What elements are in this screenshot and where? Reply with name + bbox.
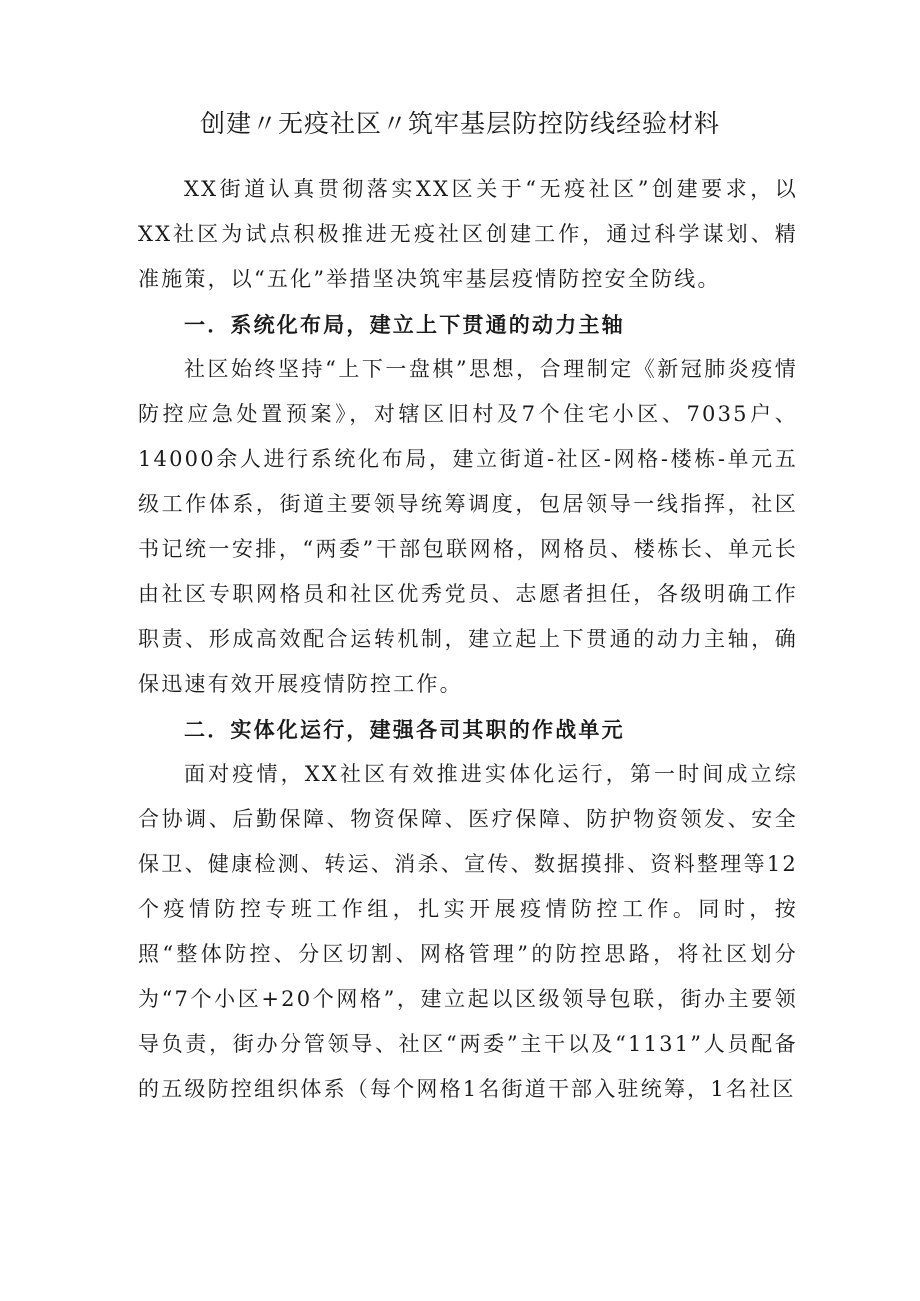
document-body	[138, 167, 798, 1112]
section-1-paragraph: 社区始终坚持“上下一盘棋”思想，合理制定《新冠肺炎疫情防控应急处置预案》，对辖区旧村及7个住宅小区、7035户、14000余人进行系统化布局，建立街道-社区-网格-楼栋-单元五级工作体系，街道主要领导统筹调度，包居领导一线指挥，社区书记统一安排，“两委”干部包联网格，网格员、楼栋长、单元长由社区专职网格员和社区优秀党员、志愿者担任，各级明确工作职责、形成高效配合运转机制，建立起上下贯通的动力主轴，确保迅速有效开展疫情防控工作。	[138, 357, 798, 696]
document-title: 创建〃无疫社区〃筑牢基层防控防线经验材料	[199, 109, 720, 138]
section-1-heading: 一．系统化布局，建立上下贯通的动力主轴	[184, 312, 625, 337]
section-2-heading: 二．实体化运行，建强各司其职的作战单元	[184, 717, 625, 742]
intro-paragraph: XX街道认真贯彻落实XX区关于“无疫社区”创建要求，以XX社区为试点积极推进无疫社区创建工作，通过科学谋划、精准施策，以“五化”举措坚决筑牢基层疫情防控安全防线。	[138, 177, 798, 291]
section-2-paragraph: 面对疫情，XX社区有效推进实体化运行，第一时间成立综合协调、后勤保障、物资保障、医疗保障、防护物资领发、安全保卫、健康检测、转运、消杀、宣传、数据摸排、资料整理等12个疫情防控专班工作组，扎实开展疫情防控工作。同时，按照“整体防控、分区切割、网格管理”的防控思路，将社区划分为“7个小区+20个网格”，建立起以区级领导包联，街办主要领导负责，街办分管领导、社区“两委”主干以及“1131”人员配备的五级防控组织体系（每个网格1名街道干部入驻统筹，1名社区	[138, 762, 798, 1101]
